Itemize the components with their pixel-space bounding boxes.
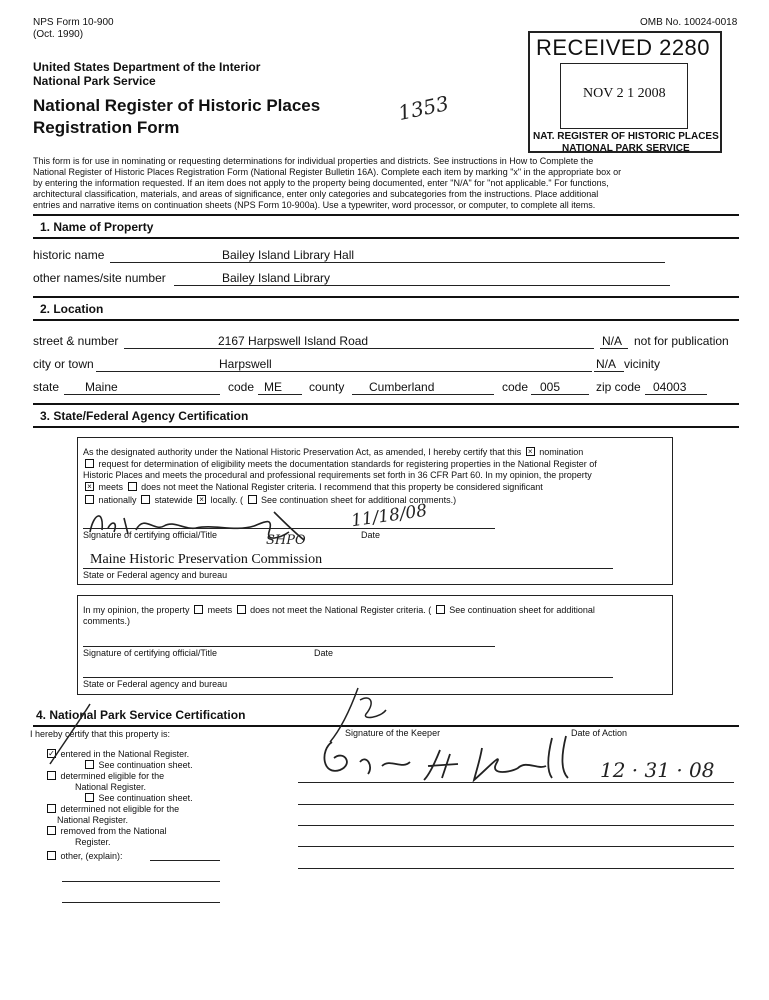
option-label: See continuation sheet. (98, 760, 193, 770)
action-date[interactable]: 12 · 31 · 08 (600, 758, 715, 782)
opinion-meets-checkbox[interactable] (194, 605, 203, 614)
cert-line (83, 447, 583, 457)
field-line (83, 646, 495, 647)
street-value[interactable]: 2167 Harpswell Island Road (218, 334, 369, 348)
county-value[interactable]: Cumberland (369, 380, 435, 394)
option-label: See continuation sheet. (98, 793, 193, 803)
option-label: removed from the National (60, 826, 167, 836)
pen-stroke (30, 700, 110, 770)
field-line (110, 262, 665, 263)
keeper-signature (290, 680, 590, 790)
cert-line (83, 482, 543, 492)
divider (33, 296, 739, 298)
option-removed (45, 826, 193, 837)
opinion-meets-label: meets (207, 605, 233, 615)
divider (33, 319, 739, 321)
divider (33, 403, 739, 405)
other-names-value[interactable]: Bailey Island Library (222, 271, 331, 285)
vicinity-label: vicinity (624, 357, 661, 371)
field-line (298, 868, 734, 869)
cert-text: As the designated authority under the National Historic Preservation Act, as amended, I hereby certify that this (83, 447, 522, 457)
option-label: other, (explain): (60, 851, 123, 861)
not-for-publication-label: not for publication (634, 334, 729, 348)
state-code-value[interactable]: ME (264, 380, 282, 394)
field-line (174, 285, 670, 286)
signature-label: Signature of certifying official/Title (83, 648, 218, 658)
date-label: Date (314, 648, 334, 658)
county-code-value[interactable]: 005 (540, 380, 561, 394)
field-line (64, 394, 220, 395)
other-names-label: other names/site number (33, 271, 166, 285)
date-label: Date (361, 530, 381, 540)
divider (33, 426, 739, 428)
statewide-label: statewide (154, 495, 193, 505)
field-line (83, 568, 613, 569)
entered-checkbox[interactable]: ✓ (48, 749, 55, 759)
option-label: National Register. (57, 815, 129, 825)
field-line (124, 348, 594, 349)
stamp-date-box (560, 63, 688, 129)
option-label: determined not eligible for the (60, 804, 180, 814)
opinion-line (83, 605, 595, 615)
signature-label: Signature of certifying official/Title (83, 530, 218, 540)
omb-number: OMB No. 10024-0018 (640, 17, 738, 28)
stamp-received: RECEIVED 2280 (536, 35, 711, 60)
instructions (33, 156, 743, 211)
certification-date[interactable]: 11/18/08 (349, 500, 429, 532)
field-line (83, 677, 613, 678)
form-number: NPS Form 10-900 (33, 17, 114, 28)
other-checkbox[interactable] (47, 851, 56, 860)
county-code-label: code (502, 380, 529, 394)
option-eligible (45, 771, 193, 782)
removed-checkbox[interactable] (47, 826, 56, 835)
opinion-text: does not meet the National Register criteria. ( (250, 605, 432, 615)
nationally-label: nationally (98, 495, 137, 505)
field-line (645, 394, 707, 395)
action-label: Date of Action (571, 728, 628, 738)
na-vicinity[interactable]: N/A (596, 357, 617, 371)
certify-text: I hereby certify that this property is: (30, 729, 171, 739)
continuation-label: See continuation sheet for additional comments.) (261, 495, 457, 505)
opinion-text: See continuation sheet for additional (449, 605, 595, 615)
field-line (83, 528, 495, 529)
meets-label: meets (98, 482, 124, 492)
option-continuation (45, 793, 193, 804)
instructions-line: by entering the information requested. If an item does not apply to the property being documented, enter "N/A" for "not applicable." For functions, (33, 178, 609, 188)
street-label: street & number (33, 334, 119, 348)
city-label: city or town (33, 357, 94, 371)
locally-label: locally. ( (210, 495, 243, 505)
instructions-line: National Register of Historic Places Registration Form (National Register Bulletin 16A). Complete each item by marking "x" in the appropriate box or (33, 167, 622, 177)
continuation-checkbox[interactable] (85, 793, 94, 802)
state-label: state (33, 380, 60, 394)
determination-checkbox[interactable] (85, 459, 94, 468)
handwritten-reference: 1353 (396, 90, 451, 126)
agency-value[interactable]: Maine Historic Preservation Commission (90, 552, 323, 567)
option-label: National Register. (75, 782, 147, 792)
cert-text: does not meet the National Register criteria. I recommend that this property be considered significant (141, 482, 543, 492)
opinion-text: comments.) (83, 616, 131, 626)
nomination-label: nomination (539, 447, 584, 457)
state-code-label: code (228, 380, 255, 394)
field-line (62, 881, 220, 882)
option-not-eligible (45, 804, 193, 815)
cert-line (83, 459, 597, 469)
historic-name-value[interactable]: Bailey Island Library Hall (222, 248, 355, 262)
field-line (594, 371, 624, 372)
city-value[interactable]: Harpswell (219, 357, 272, 371)
meets-checkbox[interactable]: × (85, 482, 94, 491)
option-label: entered in the National Register. (60, 749, 190, 759)
divider (33, 237, 739, 239)
field-line (531, 394, 589, 395)
section-3-heading: 3. State/Federal Agency Certification (40, 409, 249, 423)
state-certification-box (77, 437, 673, 585)
department: United States Department of the Interior (33, 60, 261, 74)
cert-text: request for determination of eligibility meets the documentation standards for registering properties in the National Register of (98, 459, 597, 469)
historic-name-label: historic name (33, 248, 105, 262)
certifying-title[interactable]: SHPO (266, 533, 306, 548)
stamp-line-2: NATIONAL PARK SERVICE (562, 143, 690, 154)
form-title-1: National Register of Historic Places (33, 96, 321, 115)
form-title-2: Registration Form (33, 118, 180, 137)
field-line (150, 860, 220, 861)
field-line (258, 394, 302, 395)
cert-text: Historic Places and meets the procedural and professional requirements set forth in 36 CFR Part 60. In my opinion, the property (83, 470, 592, 480)
agency-label: State or Federal agency and bureau (83, 570, 228, 580)
section-2-heading: 2. Location (40, 302, 104, 316)
does-not-meet-checkbox[interactable] (128, 482, 137, 491)
locally-checkbox[interactable]: × (197, 495, 206, 504)
section-4-heading: 4. National Park Service Certification (36, 708, 246, 722)
nomination-checkbox[interactable]: × (526, 447, 535, 456)
eligible-checkbox[interactable] (47, 771, 56, 780)
field-line (600, 348, 628, 349)
field-line (298, 846, 734, 847)
zip-label: zip code (596, 380, 641, 394)
instructions-line: This form is for use in nominating or requesting determinations for individual properties and districts. See instructions in How to Complete the (33, 156, 594, 166)
field-line (96, 371, 592, 372)
state-value[interactable]: Maine (85, 380, 118, 394)
divider (33, 214, 739, 216)
opinion-continuation-checkbox[interactable] (436, 605, 445, 614)
field-line (298, 825, 734, 826)
stamp-line-1: NAT. REGISTER OF HISTORIC PLACES (533, 131, 719, 142)
received-stamp (528, 31, 722, 153)
agency-label: State or Federal agency and bureau (83, 679, 228, 689)
na-publication[interactable]: N/A (602, 334, 623, 348)
county-label: county (309, 380, 345, 394)
keeper-label: Signature of the Keeper (345, 728, 441, 738)
section-1-heading: 1. Name of Property (40, 220, 154, 234)
opinion-not-meet-checkbox[interactable] (237, 605, 246, 614)
form-date: (Oct. 1990) (33, 29, 84, 40)
field-line (298, 804, 734, 805)
not-eligible-checkbox[interactable] (47, 804, 56, 813)
field-line (62, 902, 220, 903)
instructions-line: architectural classification, materials, and areas of significance, enter only categories and subcategories from the instructions. Place additional (33, 189, 599, 199)
field-line (352, 394, 494, 395)
service: National Park Service (33, 74, 156, 88)
stamp-date: NOV 2 1 2008 (583, 86, 666, 101)
option-label: determined eligible for the (60, 771, 165, 781)
opinion-text: In my opinion, the property (83, 605, 190, 615)
zip-value[interactable]: 04003 (653, 380, 687, 394)
option-label: Register. (75, 837, 111, 847)
instructions-line: entries and narrative items on continuation sheets (NPS Form 10-900a). Use a typewriter, word processor, or computer, to complete all items. (33, 200, 596, 210)
